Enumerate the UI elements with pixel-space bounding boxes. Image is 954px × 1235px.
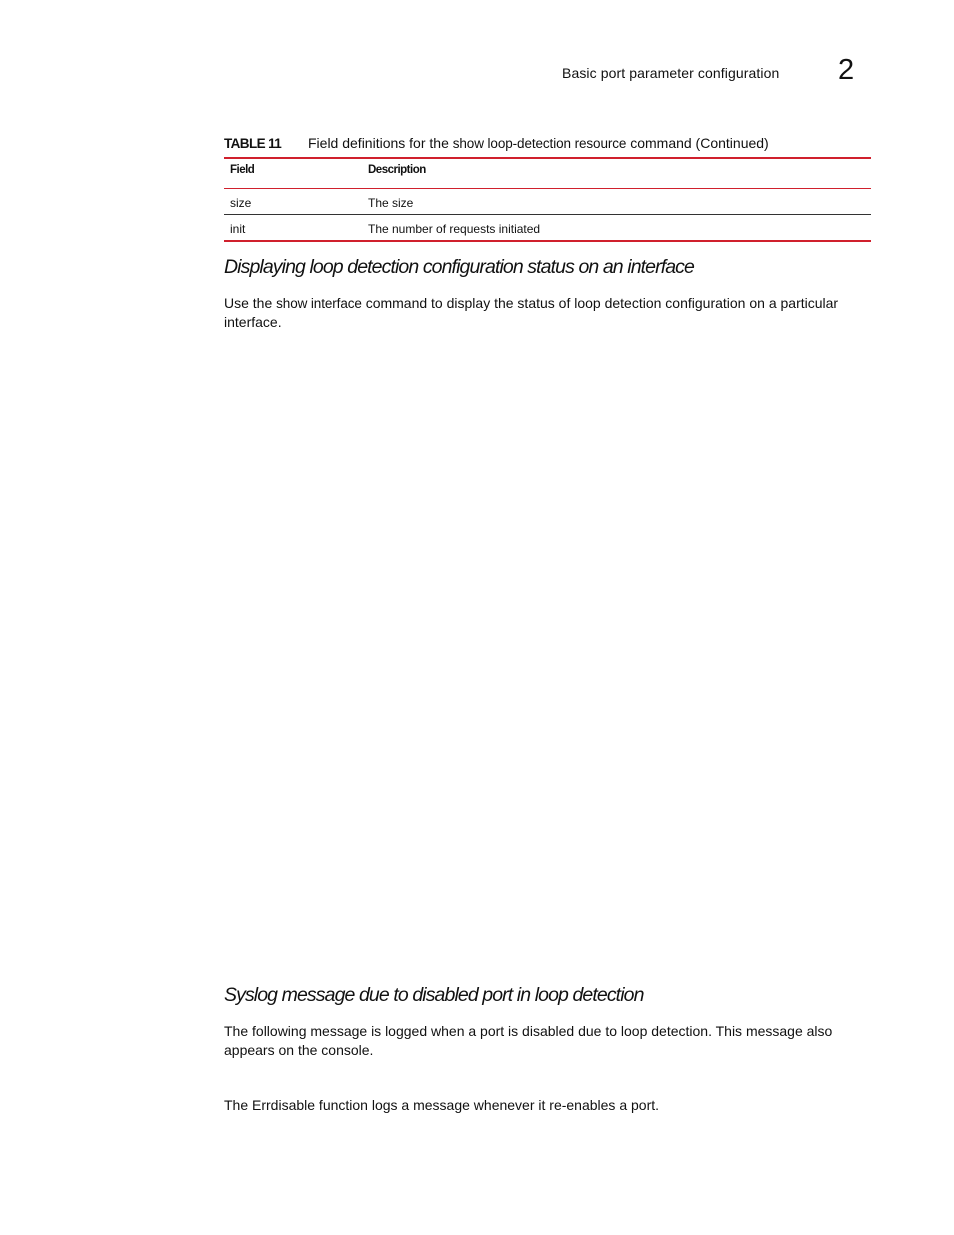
table-row xyxy=(224,215,871,240)
caption-text-post: command (Continued) xyxy=(630,135,769,151)
section2-paragraph-2: The Errdisable function logs a message whenever it re-enables a port. xyxy=(224,1097,660,1113)
chapter-number: 2 xyxy=(838,54,855,86)
para-text-pre: Use the xyxy=(224,295,273,311)
table-cell-field: init xyxy=(230,222,246,236)
column-header-description: Description xyxy=(368,164,426,176)
table-caption xyxy=(224,135,769,151)
running-header-title: Basic port parameter configuration xyxy=(562,65,780,81)
table-cell-description: The number of requests initiated xyxy=(368,222,541,236)
column-header-field: Field xyxy=(230,164,255,176)
table-cell-description: The size xyxy=(368,196,414,210)
field-definitions-table xyxy=(224,157,871,242)
section-heading-syslog: Syslog message due to disabled port in loop detection xyxy=(224,984,644,1006)
para-text-post: command to display the status of loop detection configuration on a particular interface. xyxy=(224,295,839,330)
section2-paragraph-1: The following message is logged when a port is disabled due to loop detection. This message also appears on the console. xyxy=(224,1023,833,1058)
table-row xyxy=(224,189,871,215)
caption-text-pre: Field definitions for the xyxy=(308,135,449,151)
caption-command: show loop-detection resource xyxy=(452,136,627,151)
table-label: TABLE 11 xyxy=(224,136,282,151)
section1-paragraph xyxy=(224,294,874,332)
table-cell-field: size xyxy=(230,196,252,210)
section-heading-loop-status: Displaying loop detection configuration status on an interface xyxy=(224,256,694,278)
para-command: show interface xyxy=(276,296,362,311)
table-header-row xyxy=(224,159,871,189)
